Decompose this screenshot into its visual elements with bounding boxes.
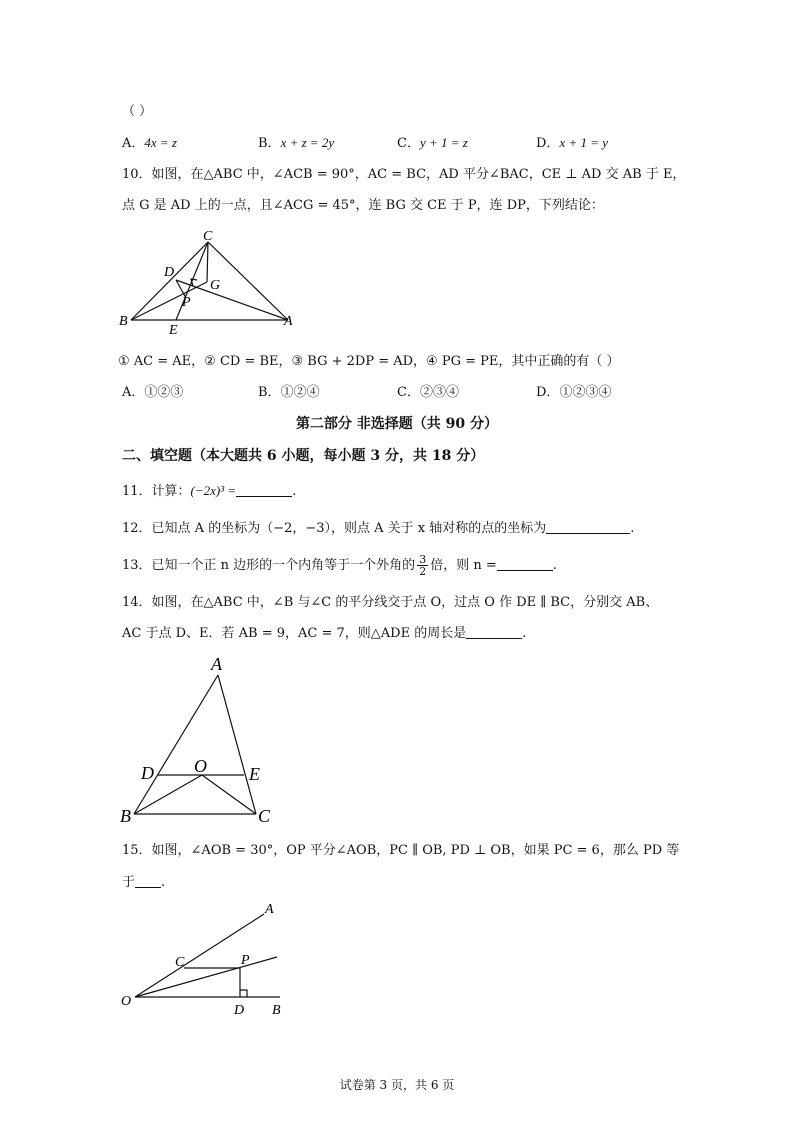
q9-option-b-label: B． [258,136,281,151]
q15-ray-op [135,957,277,997]
q10-option-d-value: ①②③④ [559,385,612,400]
q9-option-d-expr: x + 1 = y [559,135,609,150]
q10-label-d: D [164,265,175,280]
q10-option-d-label: D． [536,385,560,400]
q10-option-c-label: C． [397,385,420,400]
q15-right-angle-mark [240,990,247,997]
section2-title: 二、填空题（本大题共 6 小题，每小题 3 分，共 18 分） [122,448,485,464]
q10-stem-line1: 10．如图，在△ABC 中，∠ACB = 90°，AC = BC，AD 平分∠BAC，CE ⊥ AD 交 AB 于 E， [122,167,686,182]
q15-label-a: A [265,902,274,917]
q14-label-o: O [194,756,207,776]
q10-statements: ① AC = AE，② CD = BE，③ BG + 2DP = AD，④ PG = PE，其中正确的有（ ） [118,354,620,369]
q14-end: . [522,626,527,641]
q15-stem-text: 于 [122,875,136,890]
q15-label-o: O [121,994,132,1009]
q10-label-a: A [284,314,293,329]
q13-end: . [552,558,557,573]
q13-frac-den: 2 [419,565,427,578]
q9-option-a-label: A． [122,136,145,151]
q14-label-a: A [211,654,222,674]
q12-text: 12．已知点 A 的坐标为（−2，−3），则点 A 关于 x 轴对称的点的坐标为 [122,521,547,536]
q13-prefix: 13．已知一个正 n 边形的一个内角等于一个外角的 [122,558,416,573]
q10-option-a-value: ①②③ [144,385,184,400]
q15-label-b: B [272,1003,281,1018]
q15-end: . [161,875,166,890]
q10-stem-line2: 点 G 是 AD 上的一点，且∠ACG = 45°，连 BG 交 CE 于 P，连 DP，下列结论： [122,198,604,213]
q14-label-c: C [258,806,271,826]
q11-prefix: 11．计算： [122,484,191,499]
q13-frac-num: 3 [419,553,427,566]
q9-option-d-label: D． [536,136,560,151]
q14-label-d: D [141,763,154,783]
q10-option-b-label: B． [258,385,281,400]
q10-option-b-value: ①②④ [280,385,320,400]
q14-stem-text: AC 于点 D、E．若 AB = 9，AC = 7，则△ADE 的周长是 [122,626,467,641]
part2-title: 第二部分 非选择题（共 90 分） [295,416,499,432]
q15-label-d: D [234,1003,245,1018]
q9-option-c-expr: y + 1 = z [419,135,468,150]
q9-option-b-expr: x + z = 2y [280,135,335,150]
q14-label-b: B [120,806,131,826]
q11-expr: (−2x)³ = [190,483,237,498]
q10-label-c: C [203,229,213,244]
q10-option-c-value: ②③④ [419,385,459,400]
q10-label-g: G [210,278,221,293]
q15-label-c: C [175,955,185,970]
q9-option-c-label: C． [397,136,420,151]
q14-stem-line1: 14．如图，在△ABC 中，∠B 与∠C 的平分线交于点 O，过点 O 作 DE ∥ BC，分别交 AB、 [122,595,659,610]
q11-end: . [292,484,297,499]
q10-label-e: E [169,323,178,338]
q12-end: . [630,521,635,536]
q13-suffix: 倍，则 n = [430,558,497,573]
q14-label-e: E [249,764,260,784]
page-footer: 试卷第 3 页，共 6 页 [339,1078,455,1092]
q9-option-a-expr: 4x = z [144,135,177,150]
q15-stem-line1: 15．如图，∠AOB = 30°，OP 平分∠AOB，PC ∥ OB, PD ⊥ OB，如果 PC = 6，那么 PD 等 [122,843,680,858]
q15-label-p: P [241,953,250,968]
q10-option-a-label: A． [122,385,145,400]
q10-label-p: P [182,295,191,310]
q9-answer-paren: （ ） [122,104,153,119]
q10-label-b: B [119,314,128,329]
